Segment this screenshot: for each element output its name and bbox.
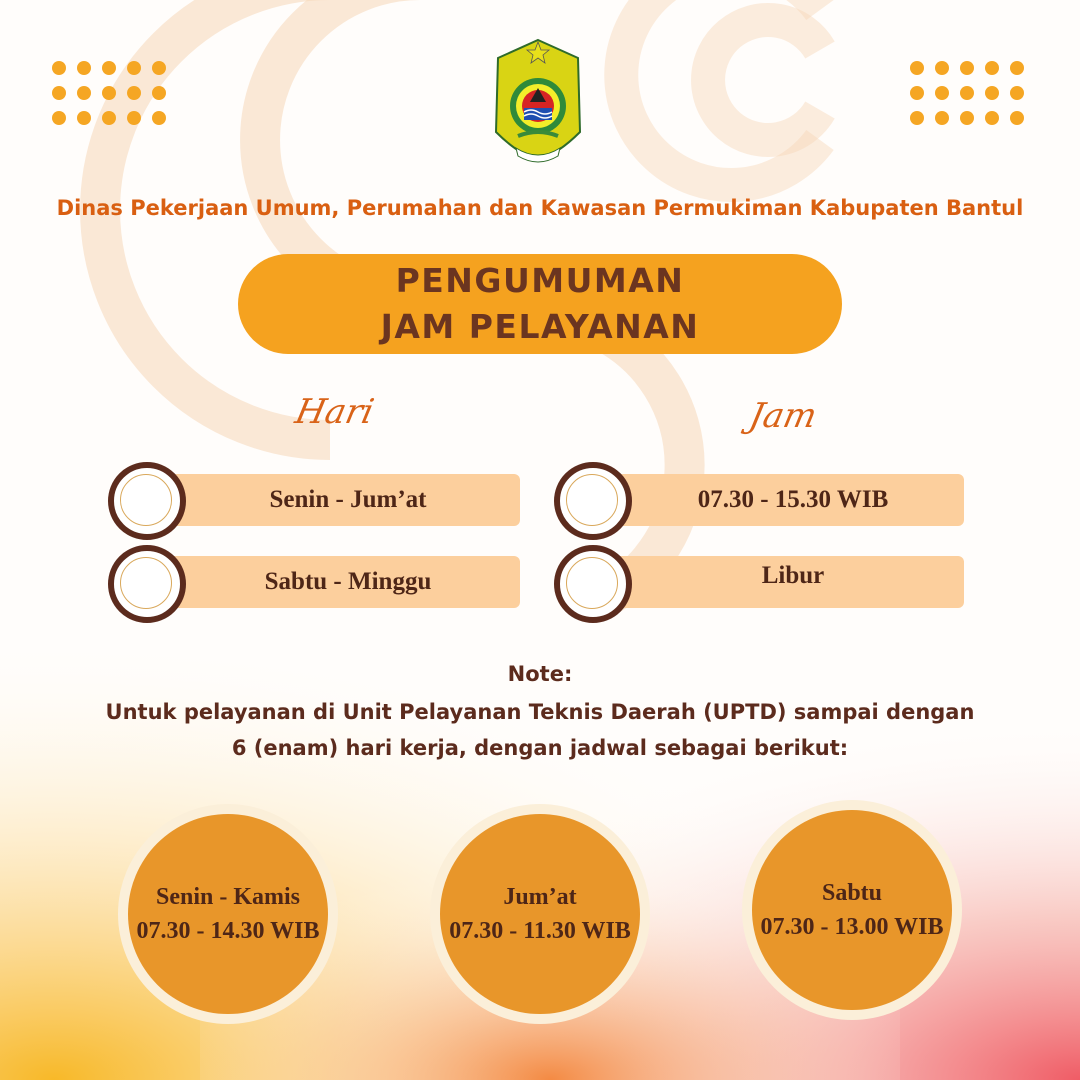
day-column-label: Hari xyxy=(291,392,378,432)
uptd-time-3: 07.30 - 13.00 WIB xyxy=(760,914,944,940)
circle-bullet-icon xyxy=(108,462,186,540)
uptd-time-1: 07.30 - 14.30 WIB xyxy=(136,918,320,944)
agency-name: Dinas Pekerjaan Umum, Perumahan dan Kawasan Permukiman Kabupaten Bantul xyxy=(56,196,1024,220)
schedule-day-2-text: Sabtu - Minggu xyxy=(264,568,432,595)
title-line-2: JAM PELAYANAN xyxy=(380,307,700,346)
dot-pattern-right xyxy=(910,61,1024,125)
schedule-time-2 xyxy=(586,556,964,608)
uptd-schedule-circle-3 xyxy=(742,800,962,1020)
title-line-1: PENGUMUMAN xyxy=(395,261,685,300)
note-line-2: 6 (enam) hari kerja, dengan jadwal sebagai berikut: xyxy=(231,736,849,760)
bantul-regency-emblem-logo xyxy=(488,36,588,180)
uptd-schedule-circle-1 xyxy=(118,804,338,1024)
dot-pattern-left xyxy=(52,61,166,125)
note-line-1: Untuk pelayanan di Unit Pelayanan Teknis Daerah (UPTD) sampai dengan xyxy=(105,700,975,724)
note-heading: Note: xyxy=(507,662,573,686)
circle-bullet-icon xyxy=(554,462,632,540)
schedule-day-2 xyxy=(140,556,520,608)
schedule-time-1 xyxy=(586,474,964,526)
time-column-label: Jam xyxy=(745,396,821,436)
schedule-time-1-text: 07.30 - 15.30 WIB xyxy=(697,486,889,513)
schedule-day-1 xyxy=(140,474,520,526)
schedule-day-1-text: Senin - Jum’at xyxy=(269,486,427,513)
uptd-time-2: 07.30 - 11.30 WIB xyxy=(449,918,631,944)
uptd-day-2: Jum’at xyxy=(503,884,577,910)
circle-bullet-icon xyxy=(108,545,186,623)
uptd-schedule-circle-2 xyxy=(430,804,650,1024)
title-banner xyxy=(238,254,842,354)
uptd-day-3: Sabtu xyxy=(821,880,883,906)
circle-bullet-icon xyxy=(554,545,632,623)
schedule-time-2-text: Libur xyxy=(761,562,825,589)
uptd-day-1: Senin - Kamis xyxy=(155,884,301,910)
